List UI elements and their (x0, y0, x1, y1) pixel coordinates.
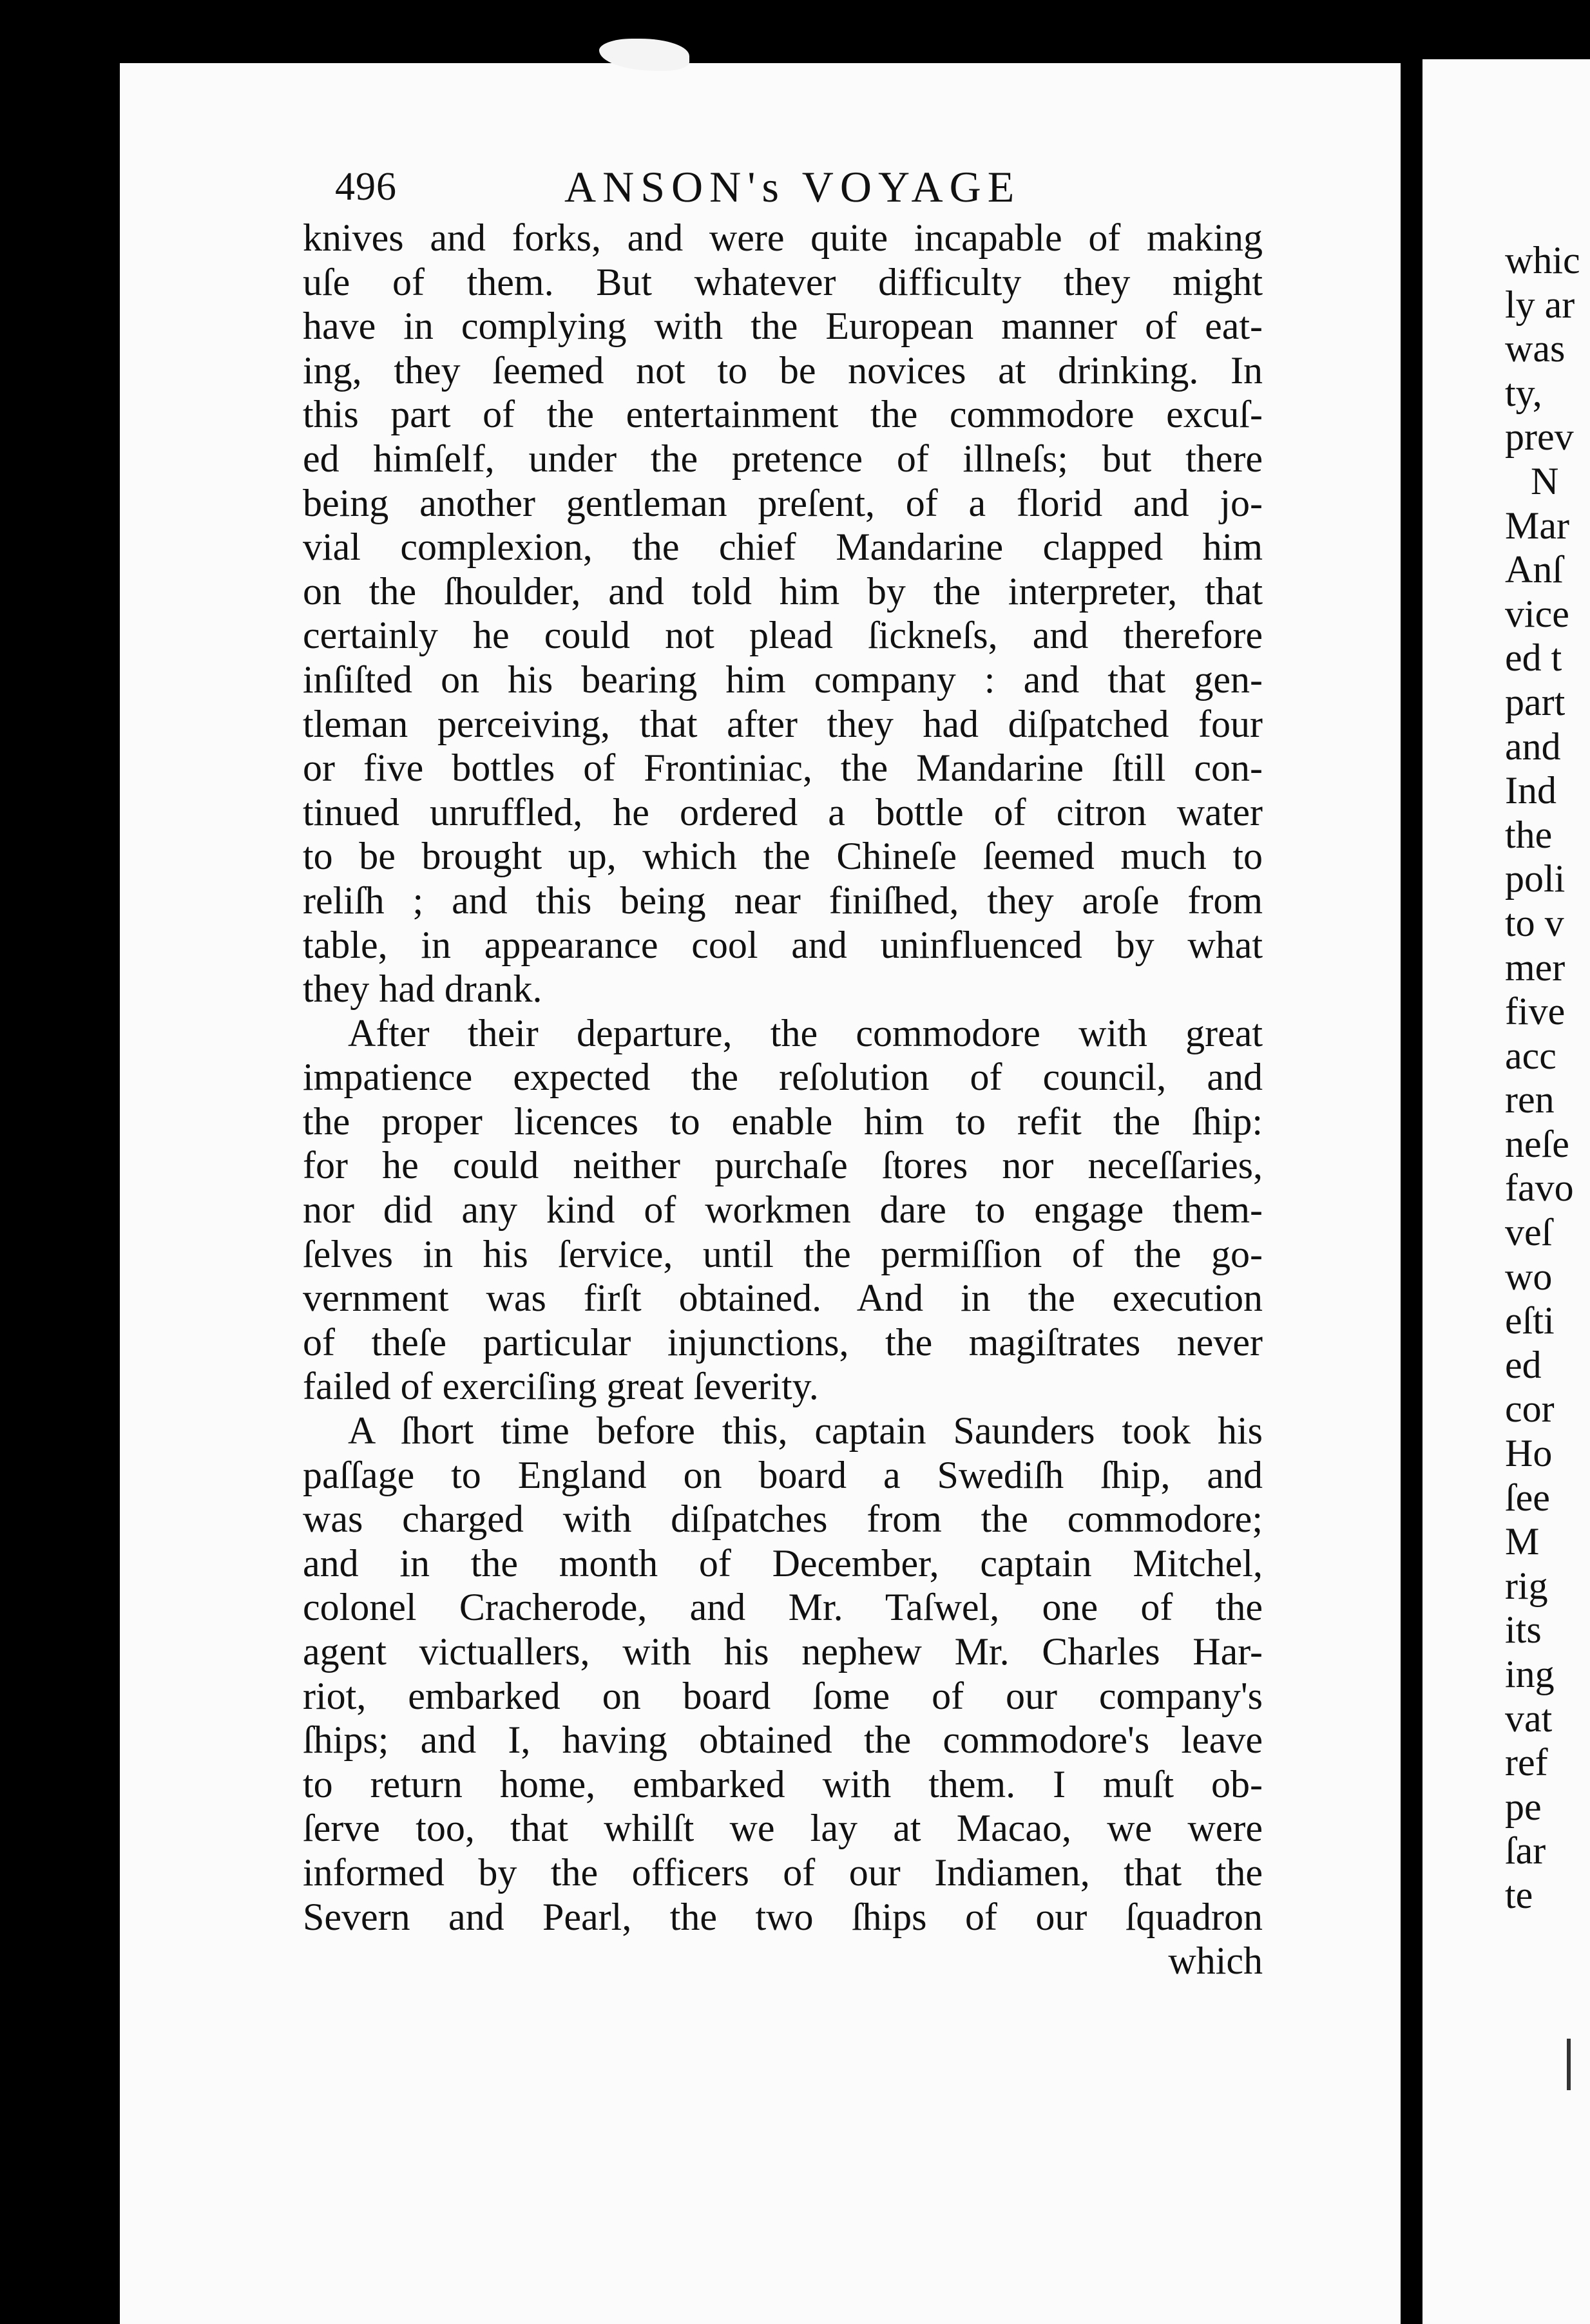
text-line: or five bottles of Frontiniac, the Mandarine ſtill con- (303, 747, 1263, 790)
right-text-line: eſti (1505, 1299, 1555, 1342)
right-text-line: Mar (1505, 504, 1569, 547)
text-line: to return home, embarked with them. I muſt ob- (303, 1762, 1263, 1805)
text-line: tinued unruffled, he ordered a bottle of citron water (303, 790, 1263, 833)
text-line: the proper licences to enable him to refit the ſhip: (303, 1100, 1263, 1143)
text-line: ing, they ſeemed not to be novices at drinking. In (303, 348, 1263, 392)
text-line: informed by the officers of our Indiamen, that the (303, 1851, 1263, 1894)
text-line: have in complying with the European manner of eat- (303, 305, 1263, 348)
right-text-line: poli (1505, 857, 1566, 900)
text-line: of theſe particular injunctions, the magiſtrates never (303, 1320, 1263, 1364)
right-text-line: ſee (1505, 1476, 1550, 1519)
right-text-line: neſe (1505, 1122, 1569, 1165)
text-line: Severn and Pearl, the two ſhips of our ſquadron (303, 1895, 1263, 1938)
text-line: ſhips; and I, having obtained the commodore's leave (303, 1719, 1263, 1762)
right-text-line: ref (1505, 1741, 1548, 1784)
text-line: After their departure, the commodore with great (348, 1011, 1263, 1054)
text-line: ed himſelf, under the pretence of illneſs; but there (303, 437, 1263, 480)
text-line: and in the month of December, captain Mitchel, (303, 1541, 1263, 1585)
right-text-line: vice (1505, 592, 1569, 635)
text-line: tleman perceiving, that after they had diſpatched four (303, 702, 1263, 745)
right-text-line: wo (1505, 1255, 1553, 1298)
text-line: paſſage to England on board a Swediſh ſhip, and (303, 1453, 1263, 1496)
text-line: riot, embarked on board ſome of our company's (303, 1674, 1263, 1717)
body-text (303, 216, 1263, 1983)
right-text-line: pe (1505, 1785, 1542, 1828)
right-text-line: Anſ (1505, 548, 1563, 591)
text-line: this part of the entertainment the commodore excuſ- (303, 393, 1263, 436)
right-text-line: part (1505, 680, 1566, 723)
text-line: inſiſted on his bearing him company : and that gen- (303, 658, 1263, 701)
text-line: colonel Cracherode, and Mr. Taſwel, one of the (303, 1586, 1263, 1629)
right-text-line: te (1505, 1873, 1533, 1916)
text-line: they had drank. (303, 967, 542, 1011)
right-text-line: rig (1505, 1564, 1548, 1607)
pencil-mark (1567, 2039, 1571, 2090)
text-line: failed of exerciſing great ſeverity. (303, 1365, 819, 1408)
right-text-line: ing (1505, 1653, 1555, 1695)
right-text-line: and (1505, 725, 1561, 768)
text-line: impatience expected the reſolution of council, and (303, 1056, 1263, 1099)
right-text-line: ren (1505, 1078, 1555, 1121)
right-text-line: ed t (1505, 636, 1562, 680)
right-text-line: ly ar (1505, 283, 1575, 326)
text-line: vial complexion, the chief Mandarine clapped him (303, 526, 1263, 569)
running-title: ANSON's VOYAGE (564, 162, 1021, 211)
right-text-line: vat (1505, 1697, 1553, 1740)
text-line: A ſhort time before this, captain Saunders took his (348, 1409, 1263, 1452)
page-number: 496 (335, 165, 397, 209)
right-page-text (1505, 238, 1590, 1977)
text-line: was charged with diſpatches from the commodore; (303, 1498, 1263, 1541)
page-header (335, 164, 1276, 216)
right-text-line: M (1505, 1520, 1540, 1563)
right-text-line: prev (1505, 415, 1574, 459)
right-text-line: its (1505, 1608, 1542, 1652)
text-line: ſerve too, that whilſt we lay at Macao, we were (303, 1807, 1263, 1850)
text-line: uſe of them. But whatever difficulty they might (303, 260, 1263, 303)
text-line: vernment was firſt obtained. And in the execution (303, 1277, 1263, 1320)
text-line: certainly he could not plead ſickneſs, and therefore (303, 614, 1263, 657)
right-text-line: ed (1505, 1343, 1542, 1386)
right-text-line: acc (1505, 1034, 1556, 1077)
right-text-line: veſ (1505, 1211, 1553, 1254)
right-text-line: cor (1505, 1387, 1555, 1431)
text-line: ſelves in his ſervice, until the permiſſion of the go- (303, 1232, 1263, 1275)
text-line: on the ſhoulder, and told him by the interpreter, that (303, 569, 1263, 613)
right-text-line: mer (1505, 946, 1566, 989)
text-line: nor did any kind of workmen dare to engage them- (303, 1188, 1263, 1232)
text-line: table, in appearance cool and uninfluenced by what (303, 923, 1263, 966)
right-text-line: Ind (1505, 769, 1556, 812)
text-line: knives and forks, and were quite incapable of making (303, 216, 1263, 259)
right-text-line: ty, (1505, 371, 1542, 414)
right-text-line: favo (1505, 1167, 1574, 1210)
text-line: reliſh ; and this being near finiſhed, they aroſe from (303, 879, 1263, 922)
right-text-line: N (1531, 459, 1559, 502)
text-line: agent victuallers, with his nephew Mr. Charles Har- (303, 1630, 1263, 1673)
text-line: for he could neither purchaſe ſtores nor neceſſaries, (303, 1144, 1263, 1187)
right-text-line: five (1505, 990, 1566, 1033)
text-line: being another gentleman preſent, of a florid and jo- (303, 481, 1263, 524)
right-text-line: the (1505, 813, 1553, 856)
right-text-line: Ho (1505, 1432, 1553, 1475)
right-text-line: to v (1505, 901, 1564, 944)
text-line: to be brought up, which the Chineſe ſeemed much to (303, 835, 1263, 878)
right-text-line: whic (1505, 239, 1580, 281)
right-text-line: was (1505, 327, 1566, 370)
right-text-line: ſar (1505, 1829, 1546, 1872)
catchword: which (1168, 1939, 1263, 1983)
